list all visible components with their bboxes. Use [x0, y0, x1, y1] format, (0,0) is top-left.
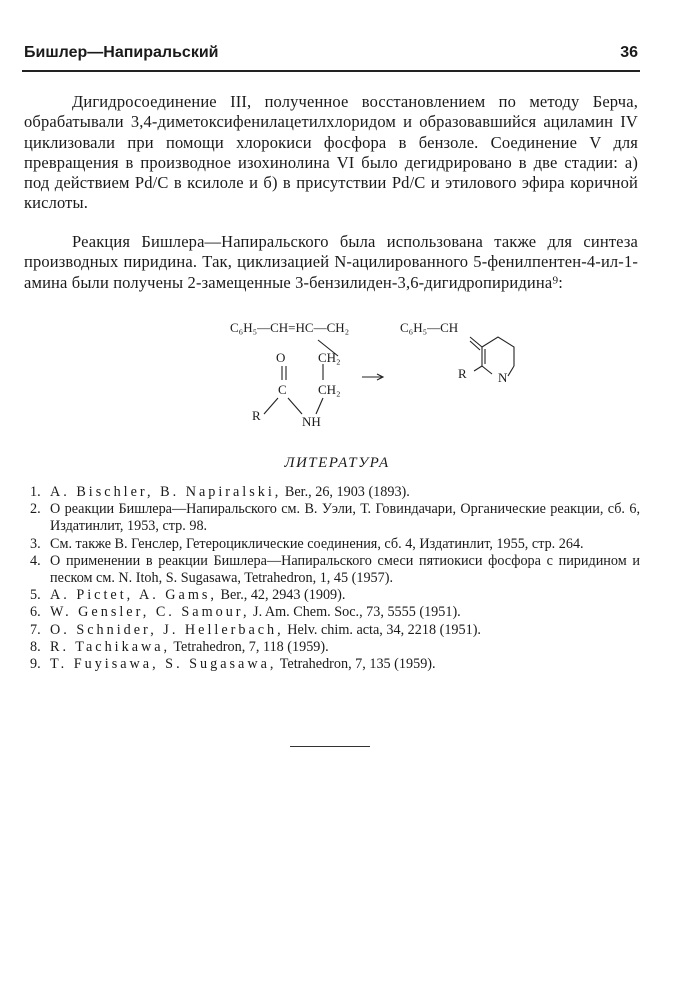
- bond-ch2-nh: [316, 398, 323, 414]
- reference-author: A. Pictet, A. Gams,: [50, 587, 217, 604]
- reference-item: 5. A. Pictet, A. Gams, Ber., 42, 2943 (1909).: [30, 587, 346, 604]
- r-group-right: R: [458, 366, 467, 381]
- paragraph-1: Дигидросоединение III, полученное восстановлением по методу Берча, обрабатывали 3,4-диметоксифенилацетилхлоридом и образовавшийся ациламин IV циклизовали при помощи хлорокиси фосфора в бензоле. Соединение V для превращения в производное изохинолина VI было дегидрировано в две стадии: а) под действием Pd/C в ксилоле и б) в присутствии Pd/C и этилового эфира коричной кислоты.: [24, 92, 638, 213]
- reference-author: T. Fuyisawa, S. Sugasawa,: [50, 656, 277, 673]
- header-rule: [22, 70, 640, 72]
- bond-r-ring: [474, 366, 482, 371]
- ring-left-bonds: [482, 347, 492, 374]
- reference-list: [30, 484, 640, 673]
- bond-exocyclic-2: [470, 341, 480, 350]
- ring-n-bond: [508, 366, 514, 376]
- reference-item: 2. О реакции Бишлера—Напиральского см. В. Уэли, Т. Говиндачари, Органические реакции, сб. 6, Издатинлит, 1953, стр. 98.: [30, 501, 640, 535]
- literature-heading: ЛИТЕРАТУРА: [284, 455, 390, 471]
- ch2-upper-label: CH₂: [318, 350, 341, 365]
- paragraph-2: Реакция Бишлера—Напиральского была использована также для синтеза производных пиридина. Так, циклизацией N-ацилированного 5-фенилпентен-4-ил-1-амина были получены 2-замещенные 3-бензилиден-3,6-дигидропиридина⁹:: [24, 232, 638, 292]
- reference-item: 9. T. Fuyisawa, S. Sugasawa, Tetrahedron, 7, 135 (1959).: [30, 656, 436, 673]
- nh-label: NH: [302, 414, 321, 429]
- r-group-left: R: [252, 408, 261, 423]
- reference-item: 6. W. Gensler, C. Samour, J. Am. Chem. Soc., 73, 5555 (1951).: [30, 604, 461, 621]
- page-number: 36: [620, 44, 638, 61]
- ch2-lower-label: CH₂: [318, 382, 341, 397]
- reference-author: A. Bischler, B. Napiralski,: [50, 484, 282, 500]
- reactant-chain: C₆H₅—CH=HC—CH₂: [230, 320, 350, 335]
- reference-item: 7. O. Schnider, J. Hellerbach, Helv. chim. acta, 34, 2218 (1951).: [30, 621, 481, 638]
- reference-item: 8. R. Tachikawa, Tetrahedron, 7, 118 (1959).: [30, 638, 329, 655]
- reference-author: O. Schnider, J. Hellerbach,: [50, 621, 284, 638]
- running-title: Бишлер—Напиральский: [24, 44, 219, 61]
- reference-item: 1. A. Bischler, B. Napiralski, Ber., 26, 1903 (1893).: [30, 484, 410, 500]
- carbonyl-carbon-label: C: [278, 382, 287, 397]
- oxygen-label: O: [276, 350, 286, 365]
- reference-author: W. Gensler, C. Samour,: [50, 604, 250, 621]
- ring-upper-bonds: [482, 337, 514, 366]
- reaction-scheme: [230, 314, 550, 444]
- reference-author: R. Tachikawa,: [50, 638, 171, 655]
- bond-c-nh: [288, 398, 302, 414]
- reference-item: 4. О применении в реакции Бишлера—Напиральского смеси пятиокиси фосфора с пиридином и песком см. N. Itoh, S. Sugasawa, Tetrahedron, 1, 45 (1957).: [30, 552, 640, 587]
- reference-item: 3. См. также В. Генслер, Гетероциклические соединения, сб. 4, Издатинлит, 1955, стр. 264.: [30, 535, 584, 552]
- bond-c-r: [264, 398, 278, 414]
- product-chain: C₆H₅—CH: [400, 320, 459, 335]
- nitrogen-label: N: [498, 370, 508, 385]
- footer-rule: [290, 746, 370, 747]
